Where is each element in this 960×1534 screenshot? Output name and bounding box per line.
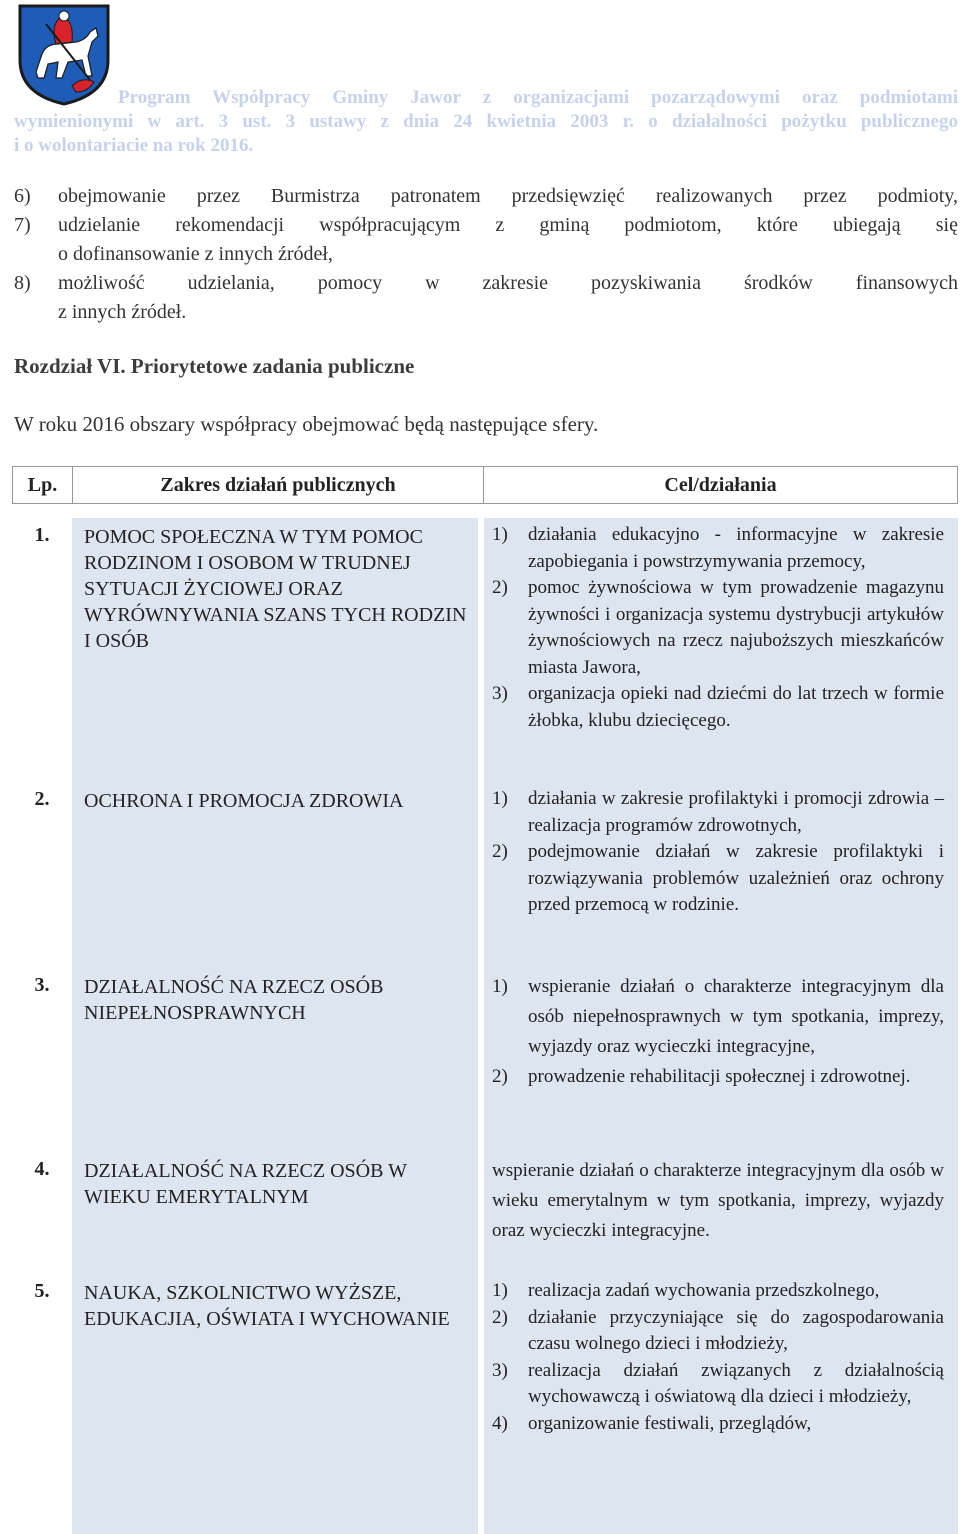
row-number: 1. bbox=[34, 524, 50, 546]
goal-item: 2) podejmowanie działań w zakresie profilaktyki i rozwiązywania problemów uzależnień oraz ochrony przed przemocą w rodzinie. bbox=[492, 841, 944, 915]
table-row bbox=[12, 782, 958, 968]
row-goals bbox=[484, 518, 958, 782]
goal-item: 1) działania w zakresie profilaktyki i promocji zdrowia – realizacja programów zdrowotnych, bbox=[492, 788, 944, 836]
list-item-text: o dofinansowanie z innych źródeł, bbox=[58, 243, 333, 265]
header-line-2: wymienionymi w art. 3 ust. 3 ustawy z dnia 24 kwietnia 2003 r. o działalności pożytku publicznego bbox=[14, 111, 958, 132]
goal-item: 1) działania edukacyjno - informacyjne w zakresie zapobiegania i powstrzymywania przemocy, bbox=[492, 524, 944, 572]
document-header bbox=[14, 86, 958, 158]
table-row bbox=[12, 968, 958, 1152]
goal-item: 2) prowadzenie rehabilitacji społecznej i zdrowotnej. bbox=[492, 1066, 911, 1087]
goal-text: wspieranie działań o charakterze integracyjnym dla osób w wieku emerytalnym w tym spotkania, imprezy, wyjazdy oraz wycieczki integracyjne. bbox=[492, 1160, 944, 1241]
goal-item: 4) organizowanie festiwali, przeglądów, bbox=[492, 1412, 812, 1434]
table-row bbox=[12, 1152, 958, 1274]
list-item-text: obejmowanie przez Burmistrza patronatem przedsięwzięć realizowanych przez podmioty, bbox=[58, 185, 958, 207]
goal-item: 1) realizacja zadań wychowania przedszkolnego, bbox=[492, 1280, 880, 1301]
goal-item: 1) wspieranie działań o charakterze integracyjnym dla osób niepełnosprawnych w tym spotkania, imprezy, wyjazdy oraz wycieczki integracyjne, bbox=[492, 976, 944, 1057]
row-number: 2. bbox=[34, 788, 50, 810]
list-item-text: możliwość udzielania, pomocy w zakresie pozyskiwania środków finansowych bbox=[58, 272, 958, 294]
table-row bbox=[12, 1274, 958, 1534]
row-goals bbox=[484, 782, 958, 968]
list-item-text: z innych źródeł. bbox=[58, 301, 187, 323]
intro-paragraph: W roku 2016 obszary współpracy obejmować będą następujące sfery. bbox=[14, 412, 599, 436]
header-line-3: i o wolontariacie na rok 2016. bbox=[14, 135, 254, 156]
row-area: DZIAŁALNOŚĆ NA RZECZ OSÓB NIEPEŁNOSPRAWNYCH bbox=[72, 968, 484, 1152]
row-number: 3. bbox=[34, 974, 50, 996]
column-header-area: Zakres działań publicznych bbox=[72, 466, 484, 504]
chapter-heading: Rozdział VI. Priorytetowe zadania publiczne bbox=[14, 354, 415, 378]
column-header-lp: Lp. bbox=[12, 466, 72, 504]
column-header-goals: Cel/działania bbox=[484, 466, 958, 504]
goal-item: 2) działanie przyczyniające się do zagospodarowania czasu wolnego dzieci i młodzieży, bbox=[492, 1306, 944, 1354]
row-goals bbox=[484, 1152, 958, 1274]
row-area: POMOC SPOŁECZNA W TYM POMOC RODZINOM I OSOBOM W TRUDNEJ SYTUACJI ŻYCIOWEJ ORAZ WYRÓWNYWANIA SZANS TYCH RODZIN I OSÓB bbox=[72, 518, 484, 782]
list-item-number: 7) bbox=[14, 214, 31, 236]
priority-tasks-table bbox=[12, 466, 958, 1534]
cooperation-forms-list bbox=[14, 182, 958, 327]
list-item bbox=[14, 240, 958, 269]
goal-item: 2) pomoc żywnościowa w tym prowadzenie magazynu żywności i organizacja systemu dystrybucji artykułów żywnościowych na rzecz najuboższych mieszkańców miasta Jawora, bbox=[492, 577, 944, 678]
header-line-1: Program Współpracy Gminy Jawor z organizacjami pozarządowymi oraz podmiotami bbox=[118, 87, 958, 108]
row-area: OCHRONA I PROMOCJA ZDROWIA bbox=[72, 782, 484, 968]
list-item-text: udzielanie rekomendacji współpracującym z gminą podmiotom, które ubiegają się bbox=[58, 214, 958, 236]
table-header-row bbox=[12, 466, 958, 504]
row-number: 4. bbox=[34, 1158, 50, 1180]
list-item-number: 8) bbox=[14, 272, 31, 294]
list-item bbox=[14, 269, 958, 298]
list-item bbox=[14, 182, 958, 211]
list-item bbox=[14, 211, 958, 240]
row-area: DZIAŁALNOŚĆ NA RZECZ OSÓB W WIEKU EMERYTALNYM bbox=[72, 1152, 484, 1274]
row-number: 5. bbox=[34, 1280, 50, 1302]
row-goals bbox=[484, 1274, 958, 1534]
goal-item: 3) organizacja opieki nad dziećmi do lat trzech w formie żłobka, klubu dziecięcego. bbox=[492, 683, 944, 731]
row-area: NAUKA, SZKOLNICTWO WYŻSZE, EDUKACJIA, OŚWIATA I WYCHOWANIE bbox=[72, 1274, 484, 1534]
list-item bbox=[14, 298, 958, 327]
row-goals bbox=[484, 968, 958, 1152]
goal-item: 3) realizacja działań związanych z działalnością wychowawczą i oświatową dla dzieci i młodzieży, bbox=[492, 1359, 944, 1407]
table-row bbox=[12, 518, 958, 782]
list-item-number: 6) bbox=[14, 185, 31, 207]
